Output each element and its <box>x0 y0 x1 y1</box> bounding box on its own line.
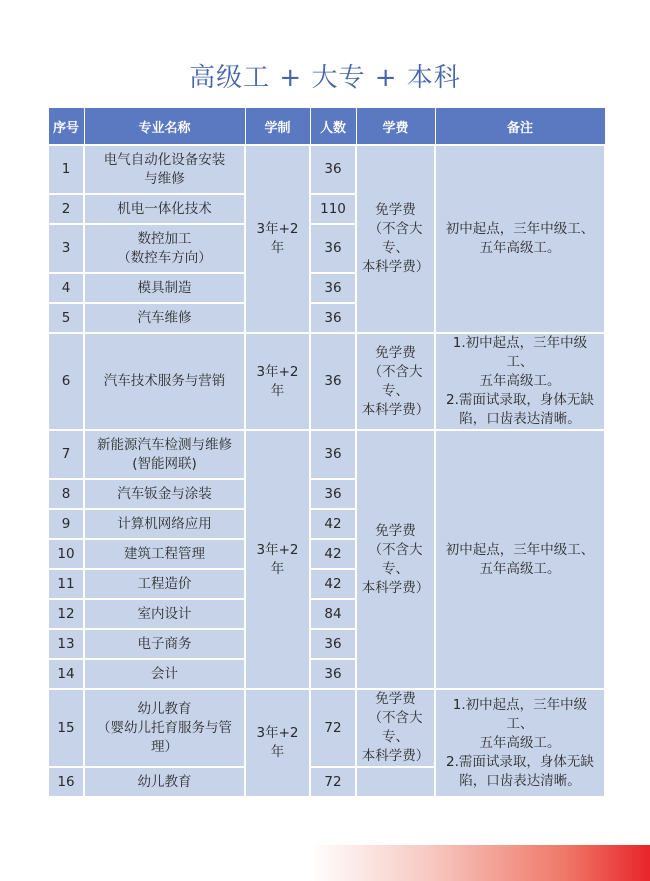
row-count: 42 <box>310 539 356 569</box>
program-table <box>47 107 606 798</box>
row-no: 15 <box>48 689 84 767</box>
row-name: 计算机网络应用 <box>84 509 245 539</box>
row-name: 模具制造 <box>84 273 245 303</box>
table-row <box>48 689 605 767</box>
duration-cell: 3年+2年 <box>245 689 310 797</box>
row-count: 42 <box>310 569 356 599</box>
row-no: 9 <box>48 509 84 539</box>
row-no: 14 <box>48 659 84 689</box>
header-no: 序号 <box>48 108 84 146</box>
row-count: 36 <box>310 224 356 273</box>
header-name: 专业名称 <box>84 108 245 146</box>
fee-cell: 免学费 （不含大专、 本科学费） <box>356 333 435 430</box>
row-count: 42 <box>310 509 356 539</box>
duration-cell: 3年+2年 <box>245 430 310 689</box>
fee-cell: 免学费 （不含大专、 本科学费） <box>356 430 435 689</box>
row-count: 36 <box>310 303 356 333</box>
header-row <box>48 108 605 146</box>
row-no: 4 <box>48 273 84 303</box>
header-fee: 学费 <box>356 108 435 146</box>
duration-cell: 3年+2年 <box>245 145 310 333</box>
row-no: 5 <box>48 303 84 333</box>
row-name: 电气自动化设备安装 与维修 <box>84 145 245 194</box>
row-name: 幼儿教育 （婴幼儿托育服务与管理） <box>84 689 245 767</box>
row-count: 36 <box>310 629 356 659</box>
row-no: 1 <box>48 145 84 194</box>
row-count: 36 <box>310 430 356 479</box>
fee-cell-empty <box>356 767 435 797</box>
row-no: 7 <box>48 430 84 479</box>
row-no: 10 <box>48 539 84 569</box>
page-title: 高级工 + 大专 + 本科 <box>189 63 461 93</box>
row-no: 6 <box>48 333 84 430</box>
row-no: 11 <box>48 569 84 599</box>
row-count: 84 <box>310 599 356 629</box>
row-count: 36 <box>310 479 356 509</box>
row-count: 72 <box>310 767 356 797</box>
row-name: 数控加工 （数控车方向） <box>84 224 245 273</box>
row-name: 会计 <box>84 659 245 689</box>
row-no: 12 <box>48 599 84 629</box>
row-count: 72 <box>310 689 356 767</box>
row-name: 汽车技术服务与营销 <box>84 333 245 430</box>
header-duration: 学制 <box>245 108 310 146</box>
row-count: 36 <box>310 333 356 430</box>
note-cell: 1.初中起点，三年中级工、 五年高级工。 2.需面试录取，身体无缺 陷，口齿表达清晰。 <box>435 689 605 797</box>
table-row <box>48 333 605 430</box>
fee-cell: 免学费 （不含大专、 本科学费） <box>356 145 435 333</box>
note-cell: 初中起点，三年中级工、 五年高级工。 <box>435 145 605 333</box>
note-cell: 初中起点，三年中级工、 五年高级工。 <box>435 430 605 689</box>
row-name: 机电一体化技术 <box>84 194 245 224</box>
row-name: 室内设计 <box>84 599 245 629</box>
row-count: 36 <box>310 273 356 303</box>
row-name: 电子商务 <box>84 629 245 659</box>
row-no: 2 <box>48 194 84 224</box>
header-note: 备注 <box>435 108 605 146</box>
row-name: 新能源汽车检测与维修 (智能网联) <box>84 430 245 479</box>
row-no: 8 <box>48 479 84 509</box>
row-count: 36 <box>310 145 356 194</box>
row-name: 建筑工程管理 <box>84 539 245 569</box>
fee-cell: 免学费 （不含大专、 本科学费） <box>356 689 435 767</box>
row-name: 工程造价 <box>84 569 245 599</box>
row-name: 幼儿教育 <box>84 767 245 797</box>
duration-cell: 3年+2年 <box>245 333 310 430</box>
header-count: 人数 <box>310 108 356 146</box>
row-count: 110 <box>310 194 356 224</box>
table-row <box>48 145 605 194</box>
row-name: 汽车维修 <box>84 303 245 333</box>
note-cell: 1.初中起点，三年中级工、 五年高级工。 2.需面试录取，身体无缺 陷，口齿表达清晰。 <box>435 333 605 430</box>
table-row <box>48 430 605 479</box>
row-no: 13 <box>48 629 84 659</box>
row-no: 16 <box>48 767 84 797</box>
row-no: 3 <box>48 224 84 273</box>
row-name: 汽车钣金与涂装 <box>84 479 245 509</box>
decorative-gradient-bar <box>310 845 650 881</box>
row-count: 36 <box>310 659 356 689</box>
